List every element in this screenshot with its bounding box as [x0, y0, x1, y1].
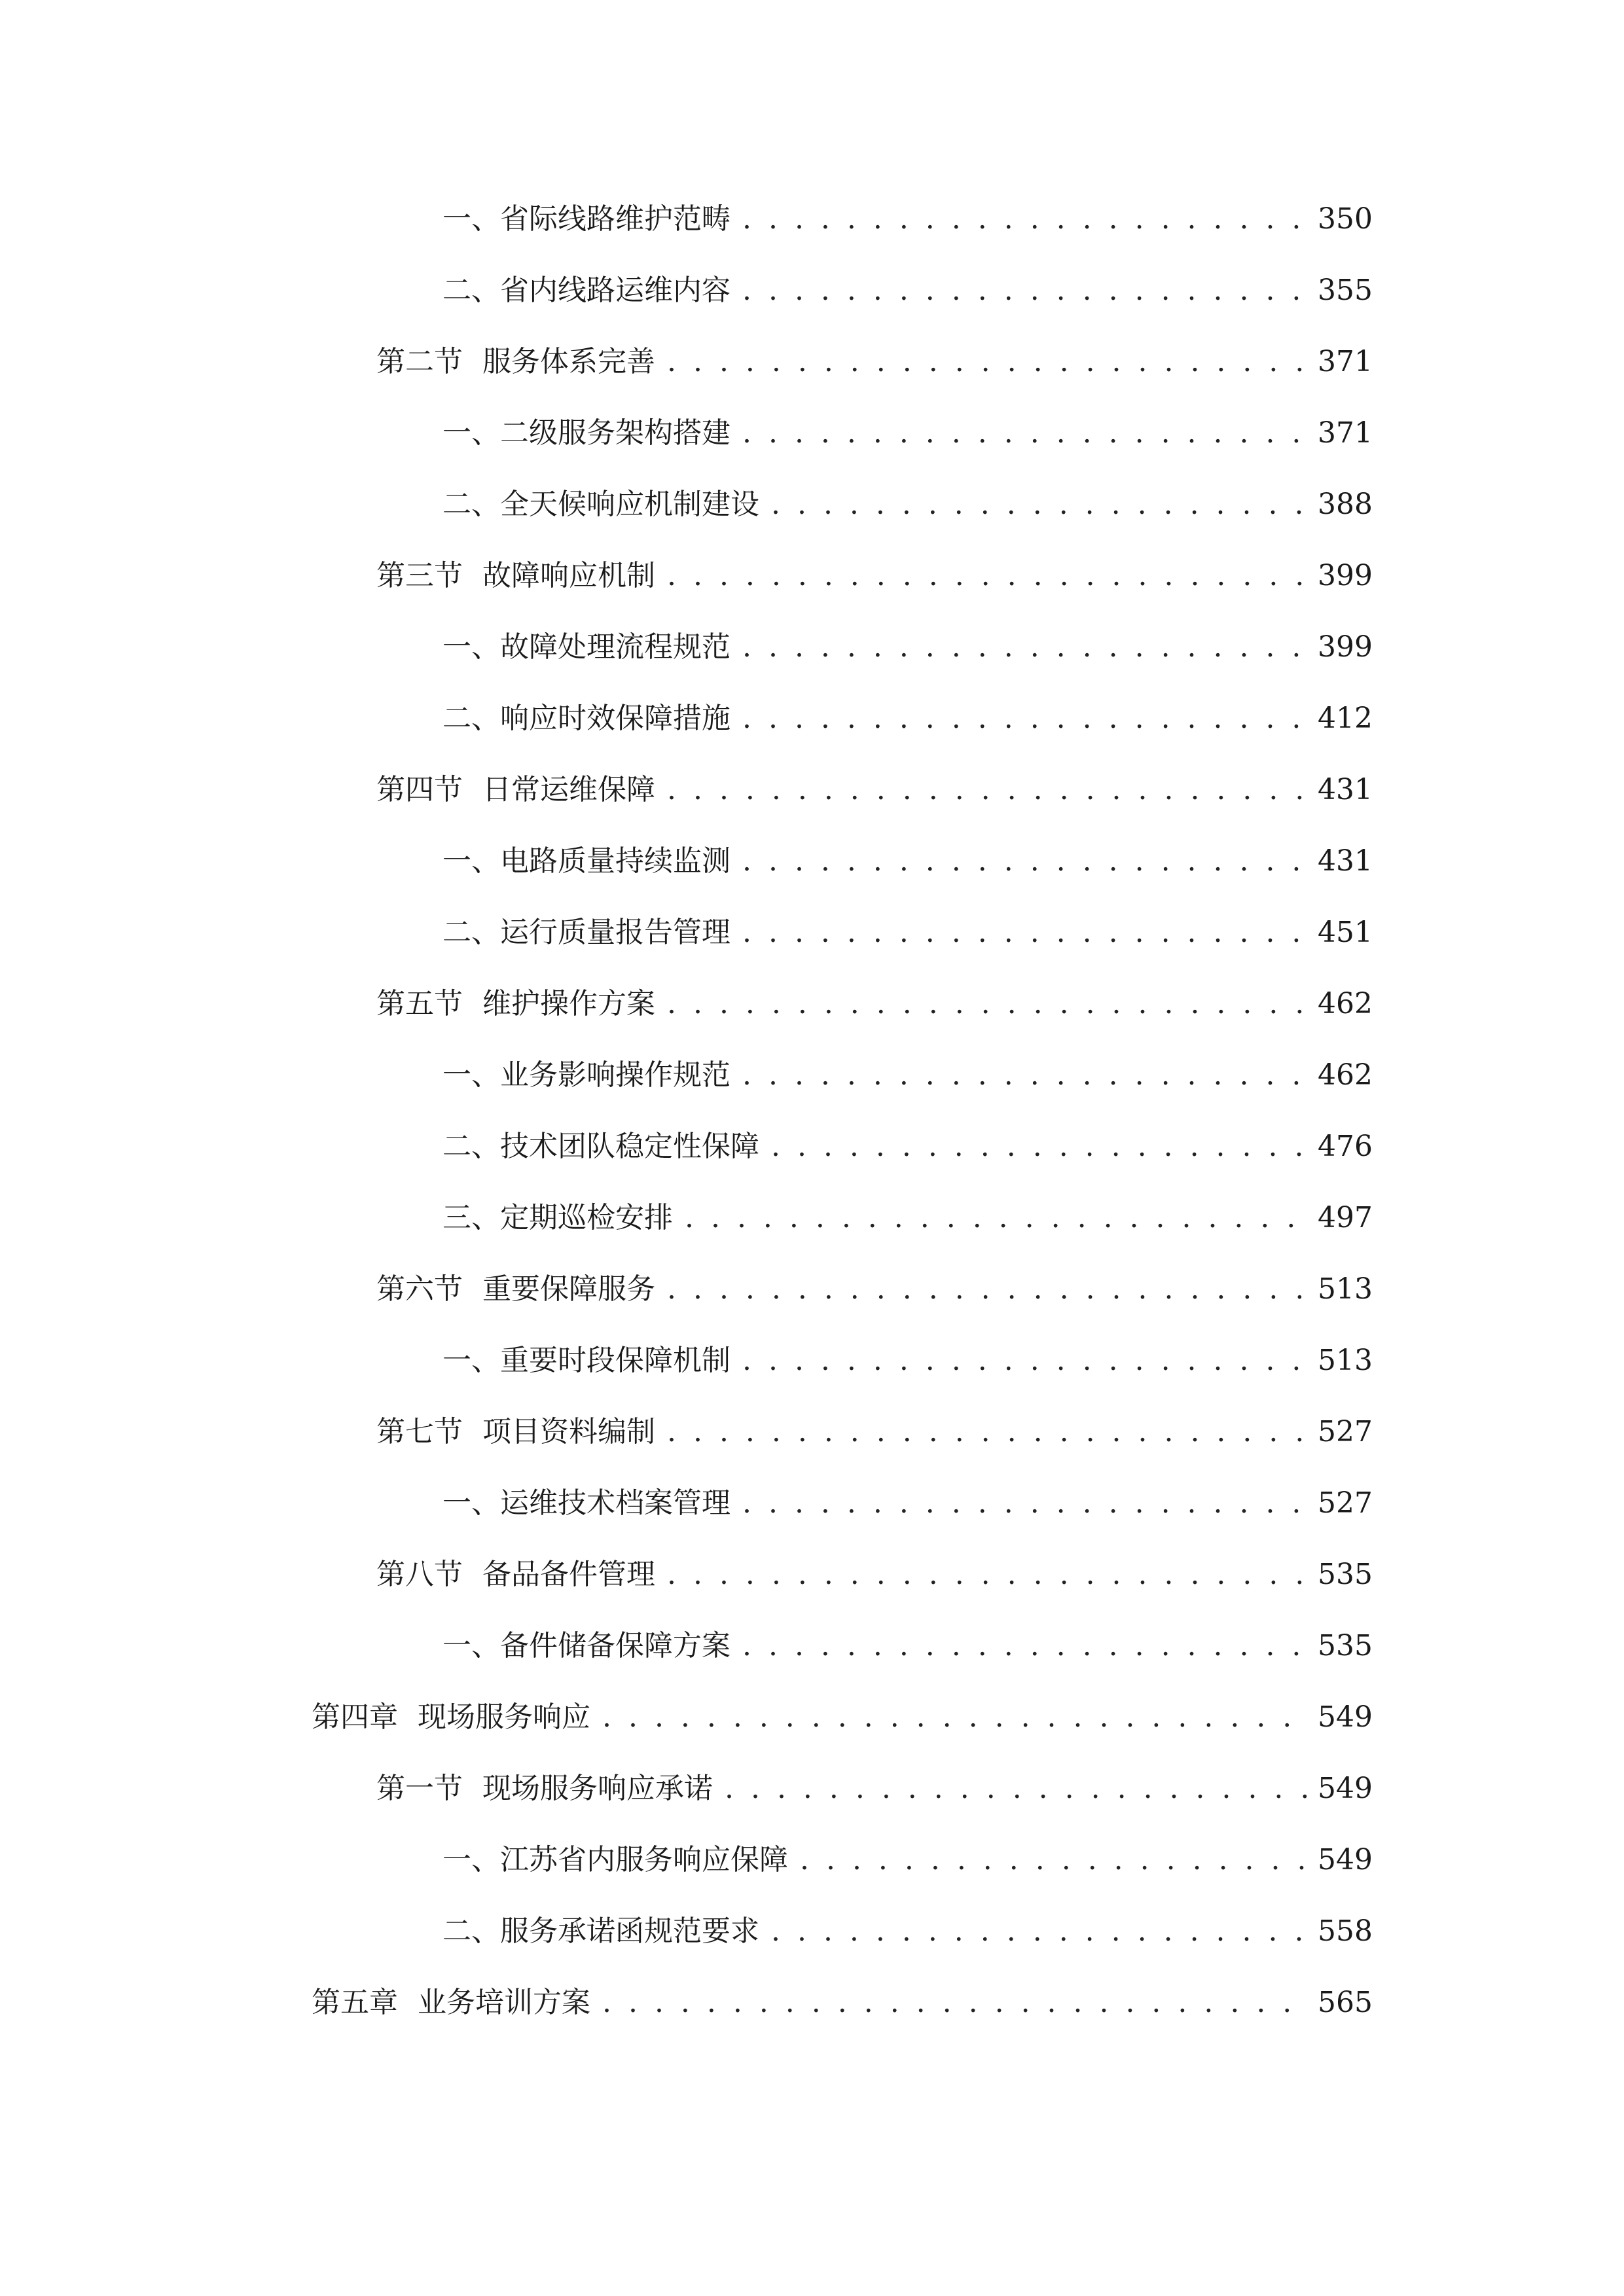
dot-leader — [725, 1766, 1310, 1812]
toc-entry-title: 故障处理流程规范 — [500, 630, 731, 664]
toc-entry-title: 技术团队稳定性保障 — [500, 1130, 759, 1163]
toc-entry-title: 二级服务架构搭建 — [500, 416, 731, 450]
toc-entry-marker: 一、 — [442, 1344, 500, 1377]
dot-leader — [685, 1195, 1310, 1241]
toc-entry-page-number: 558 — [1318, 1914, 1373, 1948]
toc-entry-title: 维护操作方案 — [482, 987, 655, 1020]
toc-entry-page-number: 462 — [1318, 1058, 1373, 1092]
toc-entry[interactable] — [442, 1195, 1373, 1241]
dot-leader — [742, 196, 1310, 242]
toc-entry-page-number: 412 — [1318, 702, 1373, 735]
toc-entry-title: 服务体系完善 — [482, 345, 655, 378]
toc-entry-page-number: 371 — [1318, 345, 1373, 378]
toc-entry-marker: 第四章 — [312, 1700, 398, 1734]
toc-entry-page-number: 513 — [1318, 1344, 1373, 1377]
toc-entry-marker: 二、 — [442, 916, 500, 949]
dot-leader — [771, 1124, 1310, 1170]
toc-entry-page-number: 399 — [1318, 559, 1373, 592]
toc-entry-marker: 第一节 — [376, 1772, 463, 1805]
dot-leader — [667, 1552, 1310, 1598]
toc-entry[interactable] — [442, 482, 1373, 528]
toc-entry[interactable] — [376, 553, 1373, 599]
toc-entry-title: 现场服务响应 — [418, 1700, 590, 1734]
dot-leader — [742, 410, 1310, 456]
toc-entry-page-number: 431 — [1318, 773, 1373, 806]
toc-entry-marker: 第八节 — [376, 1558, 463, 1591]
toc-entry-title: 电路质量持续监测 — [500, 844, 731, 878]
toc-entry[interactable] — [376, 981, 1373, 1027]
toc-entry-title: 故障响应机制 — [482, 559, 655, 592]
toc-entry-marker: 三、 — [442, 1201, 500, 1234]
toc-entry[interactable] — [376, 1766, 1373, 1812]
toc-entry-title: 定期巡检安排 — [500, 1201, 673, 1234]
dot-leader — [742, 1338, 1310, 1384]
toc-entry-marker: 一、 — [442, 1486, 500, 1520]
toc-entry-marker: 第六节 — [376, 1272, 463, 1306]
toc-entry-title: 服务承诺函规范要求 — [500, 1914, 759, 1948]
toc-entry-marker: 一、 — [442, 630, 500, 664]
toc-entry-page-number: 549 — [1318, 1843, 1373, 1876]
toc-entry[interactable] — [312, 1980, 1373, 2026]
toc-entry-title: 业务影响操作规范 — [500, 1058, 731, 1092]
toc-entry[interactable] — [312, 1695, 1373, 1740]
toc-entry[interactable] — [376, 1266, 1373, 1312]
toc-entry-title: 运维技术档案管理 — [500, 1486, 731, 1520]
toc-entry[interactable] — [442, 1052, 1373, 1098]
toc-entry-title: 重要保障服务 — [482, 1272, 655, 1306]
toc-entry-marker: 二、 — [442, 274, 500, 307]
toc-entry[interactable] — [376, 1409, 1373, 1455]
toc-entry-page-number: 497 — [1318, 1201, 1373, 1234]
toc-entry-marker: 第三节 — [376, 559, 463, 592]
dot-leader — [667, 767, 1310, 813]
toc-entry-marker: 第四节 — [376, 773, 463, 806]
toc-entry-marker: 一、 — [442, 416, 500, 450]
dot-leader — [742, 268, 1310, 314]
dot-leader — [771, 1909, 1310, 1954]
toc-entry[interactable] — [442, 196, 1373, 242]
dot-leader — [742, 838, 1310, 884]
toc-entry[interactable] — [376, 767, 1373, 813]
dot-leader — [800, 1837, 1310, 1883]
dot-leader — [667, 1266, 1310, 1312]
toc-entry-title: 运行质量报告管理 — [500, 916, 731, 949]
toc-entry-marker: 二、 — [442, 488, 500, 521]
toc-entry-page-number: 355 — [1318, 274, 1373, 307]
toc-entry-marker: 二、 — [442, 1130, 500, 1163]
toc-entry[interactable] — [376, 1552, 1373, 1598]
toc-entry[interactable] — [376, 339, 1373, 385]
toc-entry-title: 业务培训方案 — [418, 1986, 590, 2019]
toc-entry-page-number: 371 — [1318, 416, 1373, 450]
toc-entry[interactable] — [442, 1124, 1373, 1170]
toc-entry-title: 现场服务响应承诺 — [482, 1772, 713, 1805]
toc-entry-page-number: 451 — [1318, 916, 1373, 949]
toc-entry-title: 省际线路维护范畴 — [500, 202, 731, 236]
dot-leader — [602, 1980, 1310, 2026]
toc-entry[interactable] — [442, 1909, 1373, 1954]
toc-entry-title: 江苏省内服务响应保障 — [500, 1843, 788, 1876]
toc-entry-marker: 第五章 — [312, 1986, 398, 2019]
toc-entry-page-number: 399 — [1318, 630, 1373, 664]
toc-entry-marker: 一、 — [442, 1629, 500, 1662]
dot-leader — [667, 339, 1310, 385]
toc-entry-marker: 第七节 — [376, 1415, 463, 1448]
toc-entry-page-number: 462 — [1318, 987, 1373, 1020]
dot-leader — [742, 1480, 1310, 1526]
toc-entry[interactable] — [442, 910, 1373, 956]
toc-entry[interactable] — [442, 410, 1373, 456]
toc-entry-marker: 二、 — [442, 702, 500, 735]
toc-entry-page-number: 527 — [1318, 1415, 1373, 1448]
toc-entry-page-number: 527 — [1318, 1486, 1373, 1520]
toc-entry-title: 备件储备保障方案 — [500, 1629, 731, 1662]
toc-entry[interactable] — [442, 268, 1373, 314]
toc-entry[interactable] — [442, 1338, 1373, 1384]
toc-entry[interactable] — [442, 624, 1373, 670]
dot-leader — [667, 981, 1310, 1027]
dot-leader — [742, 1052, 1310, 1098]
toc-entry-marker: 一、 — [442, 1843, 500, 1876]
dot-leader — [667, 1409, 1310, 1455]
dot-leader — [742, 910, 1310, 956]
toc-entry[interactable] — [442, 696, 1373, 742]
toc-entry[interactable] — [442, 1623, 1373, 1669]
dot-leader — [667, 553, 1310, 599]
toc-entry-marker: 一、 — [442, 202, 500, 236]
dot-leader — [742, 624, 1310, 670]
toc-entry-page-number: 565 — [1318, 1986, 1373, 2019]
toc-entry-page-number: 535 — [1318, 1629, 1373, 1662]
toc-entry-page-number: 476 — [1318, 1130, 1373, 1163]
toc-entry-title: 日常运维保障 — [482, 773, 655, 806]
toc-entry-page-number: 549 — [1318, 1700, 1373, 1734]
toc-entry-page-number: 431 — [1318, 844, 1373, 878]
dot-leader — [771, 482, 1310, 528]
toc-entry-title: 项目资料编制 — [482, 1415, 655, 1448]
toc-entry-page-number: 535 — [1318, 1558, 1373, 1591]
toc-entry-page-number: 513 — [1318, 1272, 1373, 1306]
dot-leader — [742, 696, 1310, 742]
dot-leader — [742, 1623, 1310, 1669]
toc-entry-title: 响应时效保障措施 — [500, 702, 731, 735]
toc-entry-page-number: 388 — [1318, 488, 1373, 521]
toc-entry-title: 重要时段保障机制 — [500, 1344, 731, 1377]
toc-entry-title: 备品备件管理 — [482, 1558, 655, 1591]
toc-entry-title: 省内线路运维内容 — [500, 274, 731, 307]
toc-entry-marker: 一、 — [442, 844, 500, 878]
toc-entry-marker: 第二节 — [376, 345, 463, 378]
toc-entry-marker: 二、 — [442, 1914, 500, 1948]
toc-entry[interactable] — [442, 1480, 1373, 1526]
toc-entry-title: 全天候响应机制建设 — [500, 488, 759, 521]
toc-entry-page-number: 350 — [1318, 202, 1373, 236]
toc-entry[interactable] — [442, 838, 1373, 884]
toc-entry-marker: 第五节 — [376, 987, 463, 1020]
toc-entry[interactable] — [442, 1837, 1373, 1883]
dot-leader — [602, 1695, 1310, 1740]
toc-entry-marker: 一、 — [442, 1058, 500, 1092]
toc-entry-page-number: 549 — [1318, 1772, 1373, 1805]
